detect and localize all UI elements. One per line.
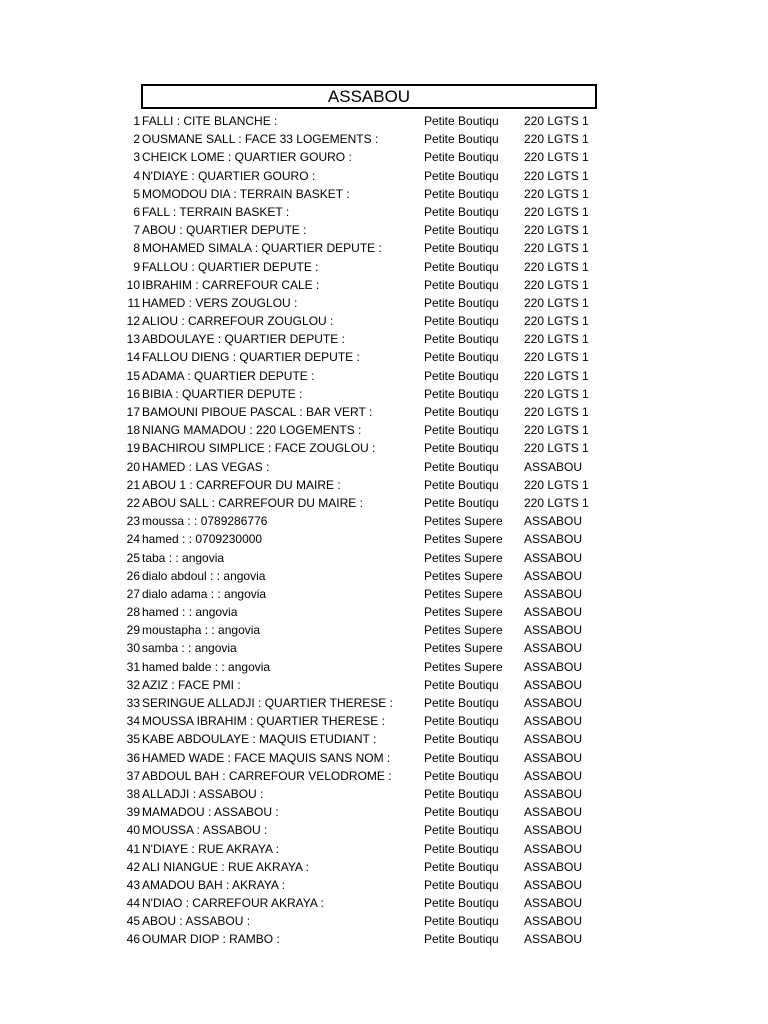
row-name-location: SERINGUE ALLADJI : QUARTIER THERESE :	[142, 696, 393, 710]
list-item	[0, 367, 768, 385]
row-category: Petite Boutiqu	[424, 295, 499, 310]
list-item	[0, 894, 768, 912]
row-zone: ASSABOU	[524, 732, 583, 747]
row-zone: ASSABOU	[524, 659, 583, 674]
row-number: 35	[126, 732, 140, 747]
row-name-location: hamed : : angovia	[142, 605, 238, 620]
list-item	[0, 549, 768, 567]
row-zone: ASSABOU	[524, 677, 583, 692]
row-number: 36	[126, 750, 140, 765]
row-category: Petites Supere	[424, 532, 503, 547]
row-zone: ASSABOU	[524, 896, 583, 911]
row-zone: ASSABOU	[524, 459, 583, 474]
row-name-location: IBRAHIM : CARREFOUR CALE :	[142, 277, 320, 292]
row-number: 15	[126, 368, 140, 383]
row-name-location: moussa : : 0789286776	[142, 514, 268, 529]
list-item	[0, 403, 768, 421]
row-category: Petite Boutiqu	[424, 677, 499, 692]
row-number: 42	[126, 859, 140, 874]
row-name-location: moustapha : : angovia	[142, 623, 261, 638]
row-number: 20	[126, 459, 140, 474]
row-category: Petite Boutiqu	[424, 441, 499, 456]
list-item	[0, 876, 768, 894]
row-category: Petites Supere	[424, 514, 503, 529]
list-item	[0, 821, 768, 839]
row-zone: ASSABOU	[524, 841, 583, 856]
row-category: Petite Boutiqu	[424, 732, 499, 747]
row-category: Petite Boutiqu	[424, 805, 499, 820]
row-name-location: FALLI : CITE BLANCHE :	[142, 114, 278, 128]
row-category: Petite Boutiqu	[424, 841, 499, 856]
row-name-location: samba : : angovia	[142, 641, 237, 656]
row-zone: 220 LGTS 1	[524, 441, 589, 456]
row-zone: 220 LGTS 1	[524, 405, 589, 419]
row-number: 41	[126, 841, 140, 856]
row-name-location: HAMED : LAS VEGAS :	[142, 459, 270, 474]
row-category: Petite Boutiqu	[424, 459, 499, 474]
row-name-location: AZIZ : FACE PMI :	[142, 677, 241, 692]
row-name-location: FALLOU DIENG : QUARTIER DEPUTE :	[142, 350, 360, 365]
row-name-location: ABOU : QUARTIER DEPUTE :	[142, 223, 307, 238]
row-zone: 220 LGTS 1	[524, 350, 589, 365]
row-number: 37	[126, 768, 140, 783]
row-name-location: ABOU SALL : CARREFOUR DU MAIRE :	[142, 495, 363, 510]
row-number: 7	[133, 223, 140, 238]
row-number: 3	[133, 150, 140, 165]
list-item	[0, 858, 768, 876]
row-zone: ASSABOU	[524, 605, 583, 620]
row-zone: ASSABOU	[524, 514, 583, 529]
row-category: Petite Boutiqu	[424, 495, 499, 510]
row-name-location: ALIOU : CARREFOUR ZOUGLOU :	[142, 314, 334, 329]
list-item	[0, 258, 768, 276]
row-name-location: N'DIAYE : RUE AKRAYA :	[142, 841, 279, 856]
list-item	[0, 530, 768, 548]
row-zone: ASSABOU	[524, 623, 583, 638]
row-zone: ASSABOU	[524, 932, 583, 947]
row-number: 45	[126, 914, 140, 929]
row-zone: ASSABOU	[524, 914, 583, 929]
document-title: ASSABOU	[141, 84, 597, 109]
list-item	[0, 658, 768, 676]
row-number: 14	[126, 350, 140, 365]
row-zone: ASSABOU	[524, 568, 583, 583]
list-item	[0, 567, 768, 585]
list-item	[0, 585, 768, 603]
row-category: Petite Boutiqu	[424, 223, 499, 238]
row-category: Petite Boutiqu	[424, 823, 499, 838]
row-number: 5	[133, 186, 140, 201]
row-category: Petite Boutiqu	[424, 786, 499, 801]
row-category: Petite Boutiqu	[424, 768, 499, 783]
row-category: Petite Boutiqu	[424, 259, 499, 274]
row-number: 16	[126, 386, 140, 401]
row-zone: 220 LGTS 1	[524, 168, 589, 183]
row-name-location: dialo adama : : angovia	[142, 586, 267, 601]
row-zone: 220 LGTS 1	[524, 223, 589, 238]
row-number: 12	[126, 314, 140, 329]
row-category: Petite Boutiqu	[424, 241, 499, 256]
row-category: Petite Boutiqu	[424, 114, 499, 128]
row-name-location: ABDOUL BAH : CARREFOUR VELODROME :	[142, 768, 392, 783]
list-item	[0, 221, 768, 239]
row-category: Petite Boutiqu	[424, 859, 499, 874]
row-name-location: ADAMA : QUARTIER DEPUTE :	[142, 368, 315, 383]
row-name-location: MAMADOU : ASSABOU :	[142, 805, 279, 820]
row-name-location: HAMED WADE : FACE MAQUIS SANS NOM :	[142, 750, 391, 765]
row-category: Petite Boutiqu	[424, 132, 499, 147]
row-category: Petite Boutiqu	[424, 477, 499, 492]
row-name-location: MOHAMED SIMALA : QUARTIER DEPUTE :	[142, 241, 382, 256]
row-zone: 220 LGTS 1	[524, 259, 589, 274]
list-item	[0, 930, 768, 948]
list-item	[0, 694, 768, 712]
row-name-location: MOMODOU DIA : TERRAIN BASKET :	[142, 186, 350, 201]
row-number: 9	[133, 259, 140, 274]
row-category: Petite Boutiqu	[424, 332, 499, 347]
row-zone: ASSABOU	[524, 714, 583, 729]
row-category: Petites Supere	[424, 605, 503, 620]
row-number: 46	[126, 932, 140, 947]
row-name-location: ABOU : ASSABOU :	[142, 914, 251, 929]
row-category: Petite Boutiqu	[424, 150, 499, 165]
row-zone: ASSABOU	[524, 805, 583, 820]
row-number: 26	[126, 568, 140, 583]
row-category: Petite Boutiqu	[424, 750, 499, 765]
row-number: 24	[126, 532, 140, 547]
row-zone: 220 LGTS 1	[524, 314, 589, 329]
row-number: 8	[133, 241, 140, 256]
row-category: Petite Boutiqu	[424, 914, 499, 929]
row-name-location: hamed : : 0709230000	[142, 532, 263, 547]
list-item	[0, 621, 768, 639]
row-name-location: AMADOU BAH : AKRAYA :	[142, 877, 285, 892]
list-item	[0, 330, 768, 348]
row-category: Petite Boutiqu	[424, 168, 499, 183]
row-number: 29	[126, 623, 140, 638]
list-item	[0, 639, 768, 657]
row-zone: 220 LGTS 1	[524, 241, 589, 256]
row-number: 31	[126, 659, 140, 674]
row-category: Petite Boutiqu	[424, 696, 499, 710]
row-number: 21	[126, 477, 140, 492]
row-category: Petites Supere	[424, 568, 503, 583]
row-name-location: ALLADJI : ASSABOU :	[142, 786, 264, 801]
row-category: Petite Boutiqu	[424, 423, 499, 438]
list-item	[0, 912, 768, 930]
row-category: Petite Boutiqu	[424, 204, 499, 219]
row-zone: ASSABOU	[524, 750, 583, 765]
row-zone: ASSABOU	[524, 532, 583, 547]
row-number: 18	[126, 423, 140, 438]
row-category: Petite Boutiqu	[424, 368, 499, 383]
row-number: 27	[126, 586, 140, 601]
list-item	[0, 167, 768, 185]
row-number: 19	[126, 441, 140, 456]
row-number: 11	[127, 295, 140, 310]
row-number: 23	[126, 514, 140, 529]
row-name-location: FALL : TERRAIN BASKET :	[142, 204, 290, 219]
row-name-location: MOUSSA IBRAHIM : QUARTIER THERESE :	[142, 714, 385, 729]
row-number: 30	[126, 641, 140, 656]
row-category: Petite Boutiqu	[424, 277, 499, 292]
list-item	[0, 840, 768, 858]
row-zone: ASSABOU	[524, 877, 583, 892]
list-item	[0, 294, 768, 312]
row-zone: 220 LGTS 1	[524, 495, 589, 510]
row-name-location: CHEICK LOME : QUARTIER GOURO :	[142, 150, 352, 165]
row-category: Petites Supere	[424, 550, 503, 565]
row-name-location: ABDOULAYE : QUARTIER DEPUTE :	[142, 332, 345, 347]
list-item	[0, 439, 768, 457]
list-item	[0, 421, 768, 439]
row-number: 22	[126, 495, 140, 510]
row-name-location: KABE ABDOULAYE : MAQUIS ETUDIANT :	[142, 732, 377, 747]
row-number: 25	[126, 550, 140, 565]
row-number: 44	[126, 896, 140, 911]
list-item	[0, 476, 768, 494]
row-category: Petite Boutiqu	[424, 350, 499, 365]
row-category: Petite Boutiqu	[424, 386, 499, 401]
row-number: 38	[126, 786, 140, 801]
row-name-location: ABOU 1 : CARREFOUR DU MAIRE :	[142, 477, 341, 492]
list-item	[0, 712, 768, 730]
list-item	[0, 494, 768, 512]
row-zone: 220 LGTS 1	[524, 114, 589, 128]
row-number: 33	[126, 696, 140, 710]
row-name-location: taba : : angovia	[142, 550, 225, 565]
list-item	[0, 276, 768, 294]
list-item	[0, 203, 768, 221]
row-category: Petite Boutiqu	[424, 877, 499, 892]
row-name-location: ALI NIANGUE : RUE AKRAYA :	[142, 859, 309, 874]
row-zone: 220 LGTS 1	[524, 332, 589, 347]
row-category: Petite Boutiqu	[424, 186, 499, 201]
row-name-location: OUMAR DIOP : RAMBO :	[142, 932, 280, 947]
list-item	[0, 130, 768, 148]
row-name-location: NIANG MAMADOU : 220 LOGEMENTS :	[142, 423, 362, 438]
row-number: 17	[126, 405, 140, 419]
row-name-location: BAMOUNI PIBOUE PASCAL : BAR VERT :	[142, 405, 373, 419]
list-item	[0, 112, 768, 130]
row-zone: 220 LGTS 1	[524, 295, 589, 310]
row-zone: 220 LGTS 1	[524, 150, 589, 165]
row-name-location: hamed balde : : angovia	[142, 659, 271, 674]
list-item	[0, 348, 768, 366]
row-zone: 220 LGTS 1	[524, 477, 589, 492]
row-name-location: dialo abdoul : : angovia	[142, 568, 266, 583]
row-category: Petites Supere	[424, 641, 503, 656]
list-item	[0, 312, 768, 330]
row-zone: ASSABOU	[524, 550, 583, 565]
row-zone: 220 LGTS 1	[524, 186, 589, 201]
row-name-location: N'DIAO : CARREFOUR AKRAYA :	[142, 896, 324, 911]
row-zone: 220 LGTS 1	[524, 132, 589, 147]
list-item	[0, 749, 768, 767]
row-category: Petite Boutiqu	[424, 314, 499, 329]
row-zone: ASSABOU	[524, 641, 583, 656]
row-zone: 220 LGTS 1	[524, 204, 589, 219]
row-name-location: MOUSSA : ASSABOU :	[142, 823, 268, 838]
row-number: 2	[133, 132, 140, 147]
row-category: Petites Supere	[424, 659, 503, 674]
list-item	[0, 603, 768, 621]
list-item	[0, 512, 768, 530]
row-zone: ASSABOU	[524, 586, 583, 601]
shop-list	[0, 112, 768, 949]
row-number: 4	[133, 168, 140, 183]
row-zone: 220 LGTS 1	[524, 423, 589, 438]
row-number: 39	[126, 805, 140, 820]
row-zone: ASSABOU	[524, 859, 583, 874]
list-item	[0, 239, 768, 257]
row-category: Petites Supere	[424, 586, 503, 601]
row-zone: ASSABOU	[524, 768, 583, 783]
row-category: Petite Boutiqu	[424, 405, 499, 419]
row-number: 1	[133, 114, 140, 128]
row-name-location: OUSMANE SALL : FACE 33 LOGEMENTS :	[142, 132, 379, 147]
row-number: 34	[126, 714, 140, 729]
row-zone: 220 LGTS 1	[524, 277, 589, 292]
row-zone: 220 LGTS 1	[524, 368, 589, 383]
row-number: 28	[126, 605, 140, 620]
list-item	[0, 385, 768, 403]
row-number: 40	[126, 823, 140, 838]
list-item	[0, 767, 768, 785]
row-name-location: FALLOU : QUARTIER DEPUTE :	[142, 259, 319, 274]
row-name-location: N'DIAYE : QUARTIER GOURO :	[142, 168, 316, 183]
row-number: 43	[126, 877, 140, 892]
row-number: 13	[126, 332, 140, 347]
row-number: 6	[133, 204, 140, 219]
row-category: Petite Boutiqu	[424, 896, 499, 911]
row-name-location: BACHIROU SIMPLICE : FACE ZOUGLOU :	[142, 441, 376, 456]
row-number: 32	[126, 677, 140, 692]
row-category: Petite Boutiqu	[424, 714, 499, 729]
row-zone: ASSABOU	[524, 786, 583, 801]
list-item	[0, 785, 768, 803]
row-category: Petites Supere	[424, 623, 503, 638]
row-name-location: HAMED : VERS ZOUGLOU :	[142, 295, 298, 310]
row-number: 10	[126, 277, 140, 292]
list-item	[0, 803, 768, 821]
list-item	[0, 458, 768, 476]
list-item	[0, 730, 768, 748]
row-name-location: BIBIA : QUARTIER DEPUTE :	[142, 386, 303, 401]
list-item	[0, 676, 768, 694]
row-zone: ASSABOU	[524, 696, 583, 710]
row-category: Petite Boutiqu	[424, 932, 499, 947]
list-item	[0, 148, 768, 166]
row-zone: ASSABOU	[524, 823, 583, 838]
row-zone: 220 LGTS 1	[524, 386, 589, 401]
list-item	[0, 185, 768, 203]
